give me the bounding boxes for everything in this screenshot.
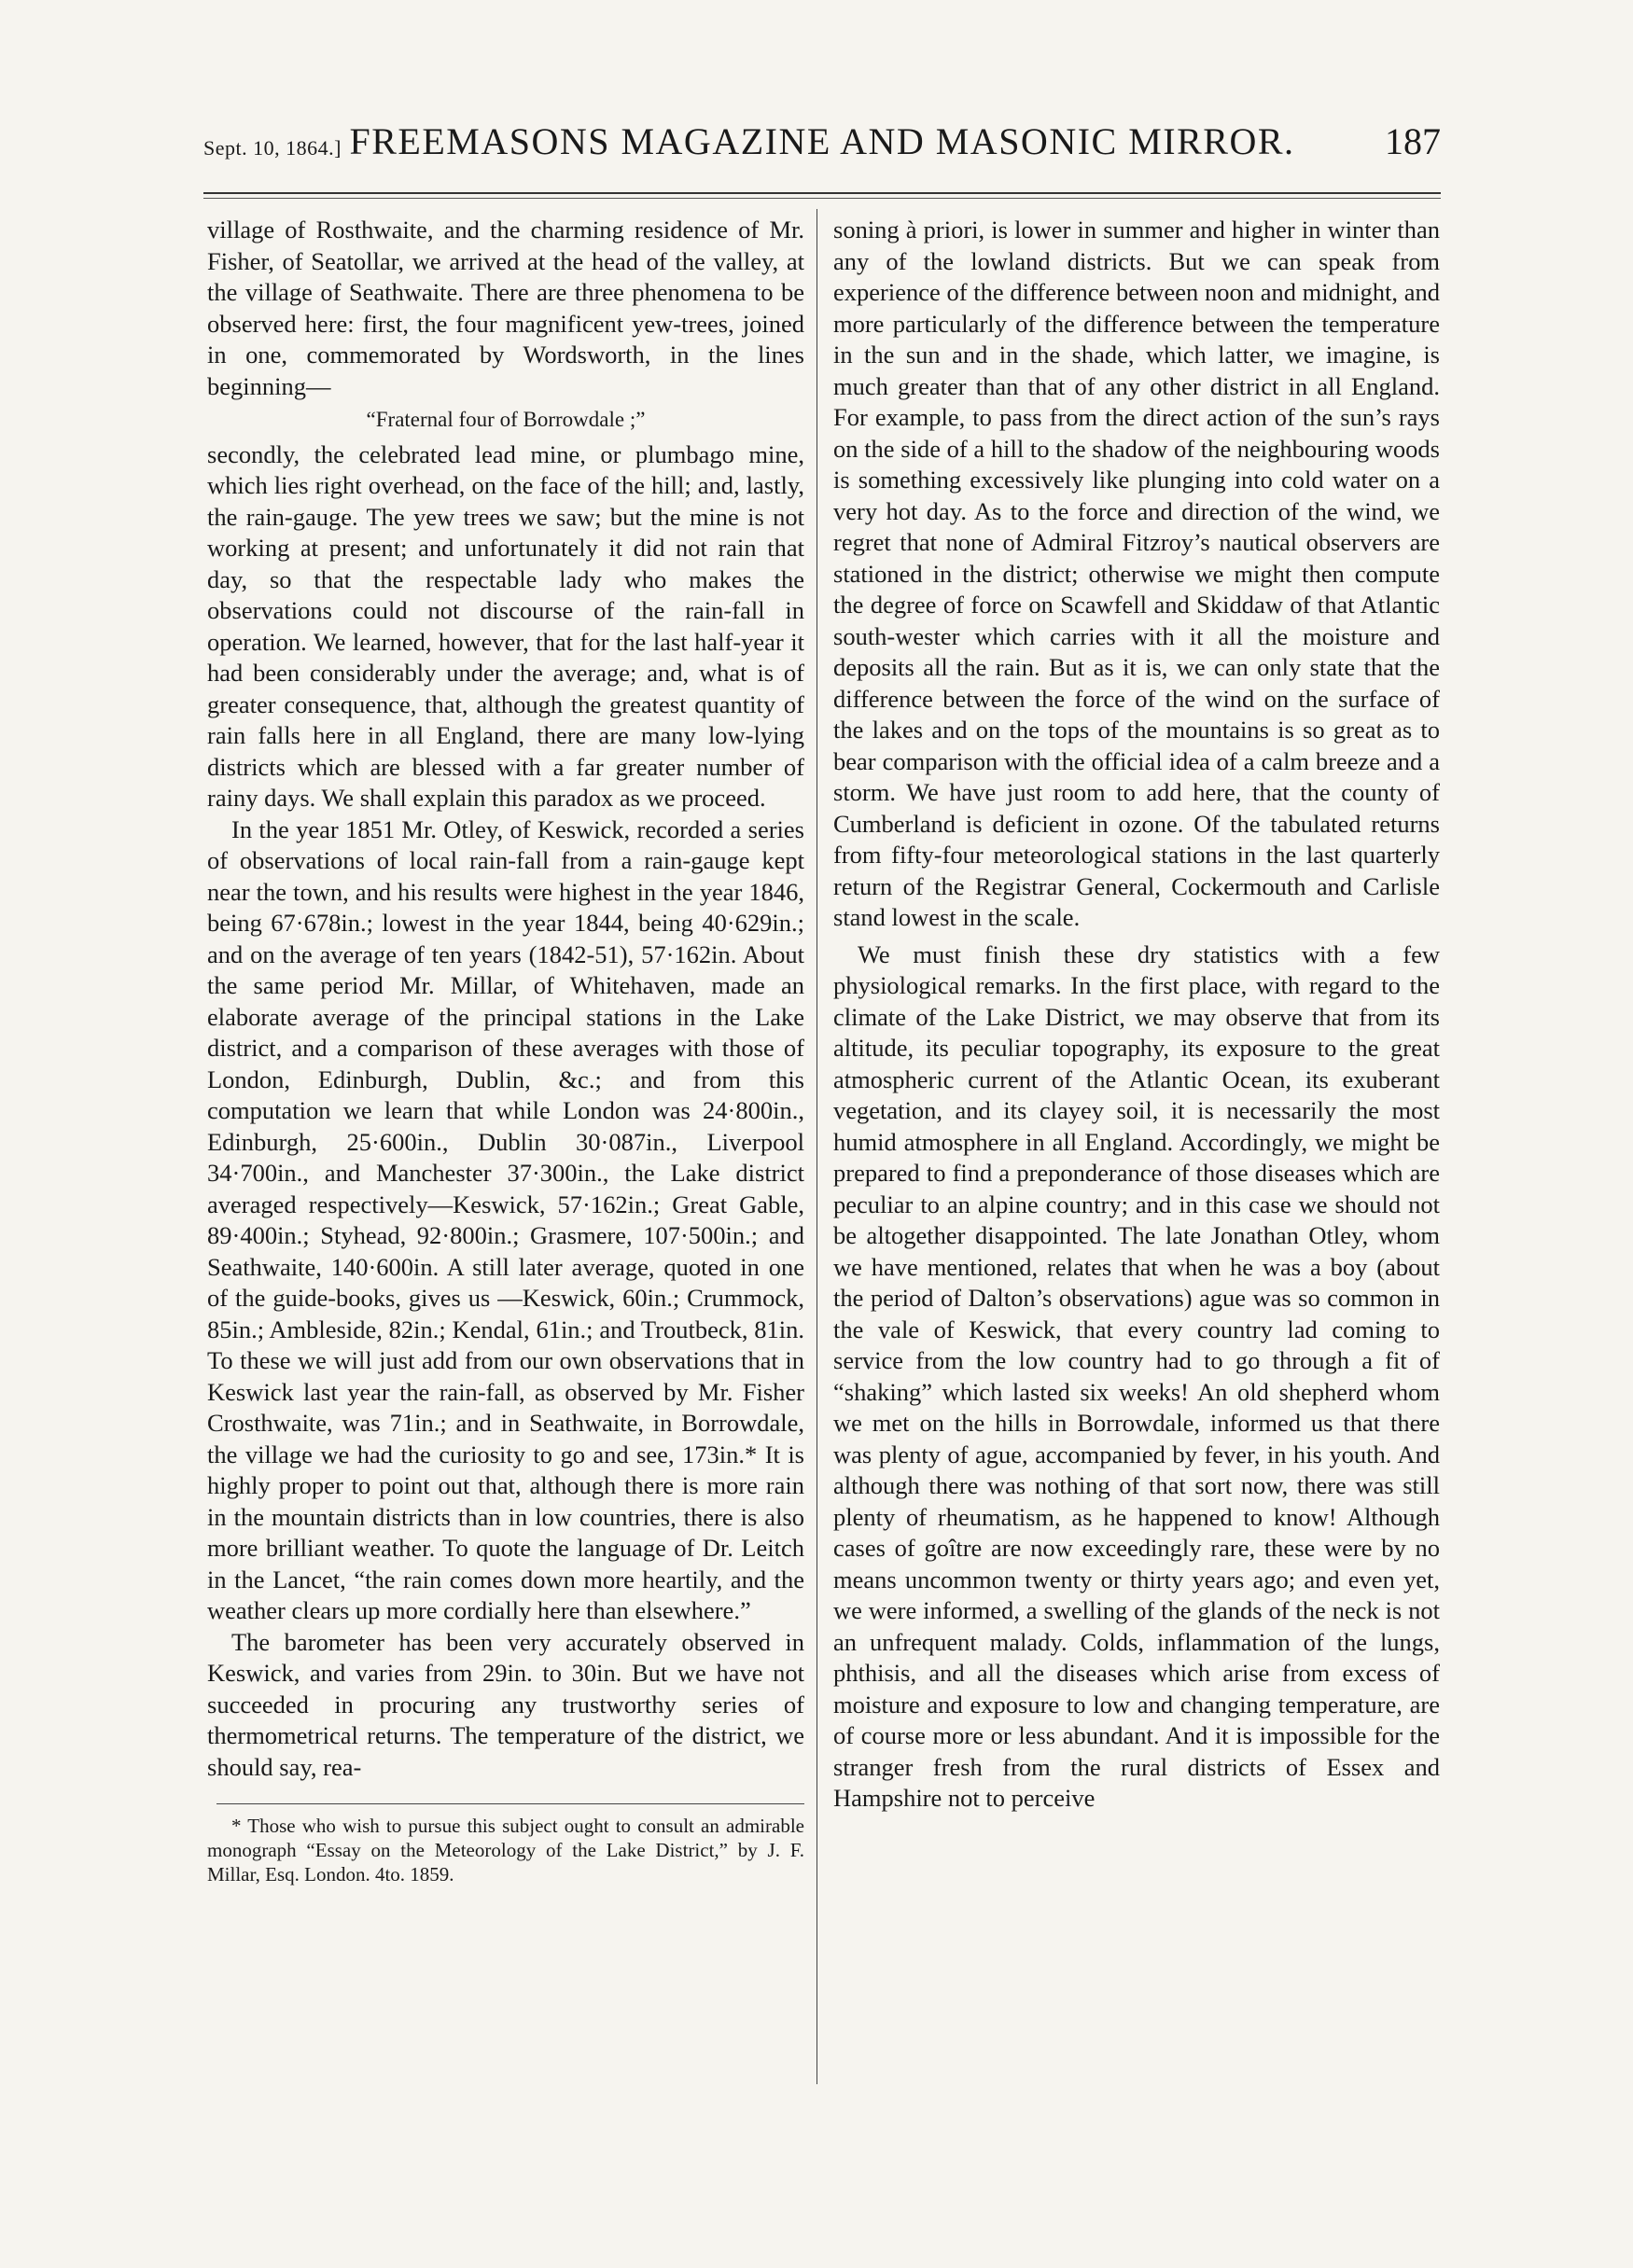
- header-rule-thin: [203, 198, 1441, 199]
- footnote: * Those who wish to pursue this subject ought to consult an admirable monograph “Essay on the Meteorology of the Lake District,” by J. F. Millar, Esq. London. 4to. 1859.: [207, 1815, 804, 1885]
- left-paragraph-1: village of Rosthwaite, and the charming residence of Mr. Fisher, of Seatollar, we arrived at the head of the valley, at the village of Seathwaite. There are three phenomena to be observed here: first, the four magnificent yew-trees, joined in one, commemorated by Wordsworth, in the lines beginning—: [207, 216, 804, 400]
- right-column: [833, 215, 1440, 1815]
- footnote-rule: [216, 1803, 804, 1804]
- poem-quote: “Fraternal four of Borrowdale ;”: [366, 408, 646, 431]
- left-column: [207, 215, 804, 1886]
- issue-date: Sept. 10, 1864.]: [203, 136, 342, 160]
- left-paragraph-2: secondly, the celebrated lead mine, or plumbago mine, which lies right overhead, on the face of the hill; and, lastly, the rain-gauge. The yew trees we saw; but the mine is not working at present; and unfortunately it did not rain that day, so that the respectable lady who makes the observations could not discourse of the rain-fall in operation. We learned, however, that for the last half-year it had been considerably under the average; and, what is of greater consequence, that, although the greatest quantity of rain falls here in all England, there are many low-lying districts which are blessed with a far greater number of rainy days. We shall explain this paradox as we proceed.: [207, 439, 804, 812]
- left-paragraph-4: The barometer has been very accurately observed in Keswick, and varies from 29in. to 30in. But we have not succeeded in procuring any trustworthy series of thermometrical returns. The temperature of the district, we should say, rea-: [207, 1627, 804, 1781]
- right-paragraph-1: soning à priori, is lower in summer and higher in winter than any of the lowland districts. But we can speak from experience of the difference between noon and midnight, and more particularly of the difference between the temperature in the sun and in the shade, which latter, we imagine, is much greater than that of any other district in all England. For example, to pass from the direct action of the sun’s rays on the side of a hill to the shadow of the neighbouring woods is something excessively like plunging into cold water on a very hot day. As to the force and direction of the wind, we regret that none of Admiral Fitzroy’s nautical observers are stationed in the district; otherwise we might then compute the degree of force on Scawfell and Skiddaw of that Atlantic south-wester which carries with it all the moisture and deposits all the rain. But as it is, we can only state that the difference between the force of the wind on the surface of the lakes and on the tops of the mountains is so great as to bear comparison with the official idea of a calm breeze and a storm. We have just room to add here, that the county of Cumberland is deficient in ozone. Of the tabulated returns from fifty-four meteorological stations in the last quarterly return of the Registrar General, Cockermouth and Carlisle stand lowest in the scale.: [833, 216, 1440, 931]
- page-header: [203, 119, 1441, 175]
- left-paragraph-3: In the year 1851 Mr. Otley, of Keswick, recorded a series of observations of local rain-fall from a rain-gauge kept near the town, and his results were highest in the year 1846, being 67·678in.; lowest in the year 1844, being 40·629in.; and on the average of ten years (1842-51), 57·162in. About the same period Mr. Millar, of Whitehaven, made an elaborate average of the principal stations in the Lake district, and a comparison of these averages with those of London, Edinburgh, Dublin, &c.; and from this computation we learn that while London was 24·800in., Edinburgh, 25·600in., Dublin 30·087in., Liverpool 34·700in., and Manchester 37·300in., the Lake district averaged respectively—Keswick, 57·162in.; Great Gable, 89·400in.; Styhead, 92·800in.; Grasmere, 107·500in.; and Seathwaite, 140·600in. A still later average, quoted in one of the guide-books, gives us —Keswick, 60in.; Crummock, 85in.; Ambleside, 82in.; Kendal, 61in.; and Troutbeck, 81in. To these we will just add from our own observations that in Keswick last year the rain-fall, as observed by Mr. Fisher Crosthwaite, was 71in.; and in Seathwaite, in Borrowdale, the village we had the curiosity to go and see, 173in.* It is highly proper to point out that, although there is more rain in the mountain districts than in low countries, there is also more brilliant weather. To quote the language of Dr. Leitch in the Lancet, “the rain comes down more heartily, and the weather clears up more cordially here than elsewhere.”: [207, 814, 804, 1624]
- right-paragraph-2: We must finish these dry statistics with a few physiological remarks. In the first place, with regard to the climate of the Lake District, we may observe that from its altitude, its peculiar topography, its exposure to the great atmospheric current of the Atlantic Ocean, its exuberant vegetation, and its clayey soil, it is necessarily the most humid atmosphere in all England. Accordingly, we might be prepared to find a preponderance of those diseases which are peculiar to an alpine country; and in this case we should not be altogether disappointed. The late Jonathan Otley, whom we have mentioned, relates that when he was a boy (about the period of Dalton’s observations) ague was so common in the vale of Keswick, that every country lad coming to service from the low country had to go through a fit of “shaking” which lasted six weeks! An old shepherd whom we met on the hills in Borrowdale, informed us that there was plenty of ague, accompanied by fever, in his youth. And although there was nothing of that sort now, there was still plenty of rheumatism, as he happened to know! Although cases of goître are now exceedingly rare, these were by no means uncommon twenty or thirty years ago; and even yet, we were informed, a swelling of the glands of the neck is not an unfrequent malady. Colds, inflammation of the lungs, phthisis, and all the diseases which arise from excess of moisture and exposure to low and changing temperature, are of course more or less abundant. And it is impossible for the stranger fresh from the rural districts of Essex and Hampshire not to perceive: [833, 939, 1440, 1812]
- header-rule: [203, 192, 1441, 194]
- column-divider: [816, 209, 817, 2084]
- magazine-title: FREEMASONS MAGAZINE AND MASONIC MIRROR.: [349, 120, 1295, 162]
- page-number: 187: [1385, 120, 1441, 162]
